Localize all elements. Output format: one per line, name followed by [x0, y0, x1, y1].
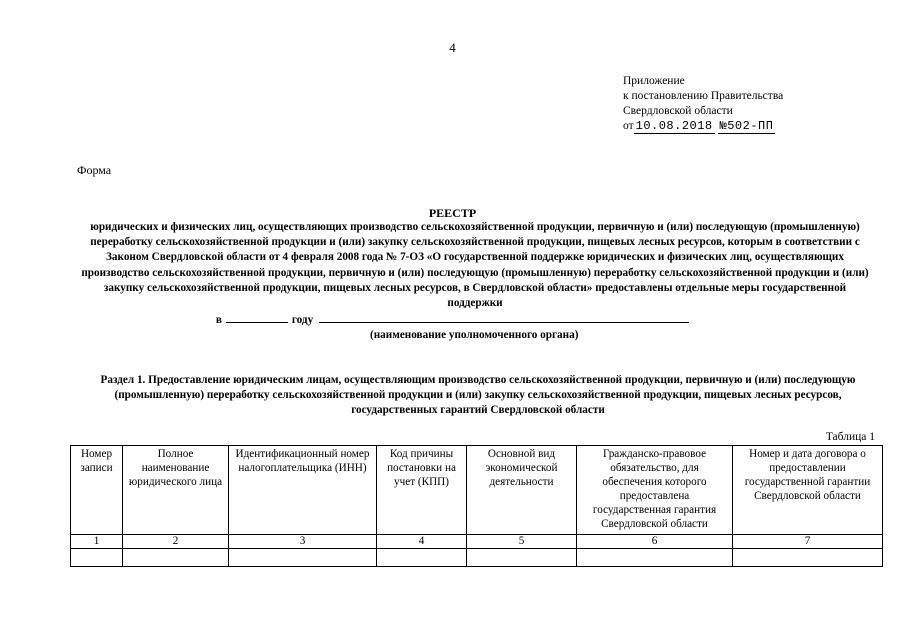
date-prefix: от: [623, 120, 634, 132]
table-header-row: [71, 446, 883, 535]
header-legal-entity-name: Полное наименование юридического лица: [123, 446, 229, 535]
empty-cell: [377, 549, 467, 567]
empty-cell: [733, 549, 883, 567]
empty-cell: [577, 549, 733, 567]
column-number: 5: [467, 535, 577, 549]
organ-blank: [319, 312, 689, 323]
resolution-date: 10.08.2018: [635, 119, 713, 133]
page-number: 4: [449, 40, 456, 55]
year-prefix: в: [215, 314, 222, 326]
registry-table: [70, 445, 883, 567]
appendix-date-line: [623, 119, 783, 134]
year-blank: [226, 312, 288, 323]
header-agreement-number-date: Номер и дата договора о предоставлении государственной гарантии Свердловской области: [733, 446, 883, 535]
form-label: Форма: [77, 163, 112, 177]
column-number-row: [71, 535, 883, 549]
empty-cell: [123, 549, 229, 567]
year-word: году: [291, 314, 314, 326]
column-number: 7: [733, 535, 883, 549]
appendix-block: [623, 74, 783, 134]
header-economic-activity: Основной вид экономической деятельности: [467, 446, 577, 535]
resolution-number: №502-ПП: [719, 119, 774, 133]
organ-caption: (наименование уполномоченного органа): [370, 329, 579, 341]
registry-title: РЕЕСТР: [428, 206, 477, 220]
header-civil-obligation: Гражданско-правовое обязательство, для обеспечения которого предоставлена государственная гарантия Свердловской области: [577, 446, 733, 535]
appendix-line-2: к постановлению Правительства: [623, 90, 784, 102]
column-number: 3: [229, 535, 377, 549]
registry-description: юридических и физических лиц, осуществляющих производство сельскохозяйственной продукции, первичную и (или) последующую (промышленную) переработку сельскохозяйственной продукции и (или) закупку сельскохозяйственной продукции, пищевых лесных ресурсов, которым в соответствии с Законом Свердловской области от 4 февраля 2008 года № 7-ОЗ «О государственной поддержке юридических и физических лиц, осуществляющих производство сельскохозяйственной продукции, первичную и (или) последующую (промышленную) переработку сельскохозяйственной продукции и (или) закупку сельскохозяйственной продукции, пищевых лесных ресурсов, в Свердловской области» предоставлены отдельные меры государственной поддержки: [81, 221, 869, 310]
header-kpp: Код причины постановки на учет (КПП): [377, 446, 467, 535]
empty-cell: [467, 549, 577, 567]
column-number: 4: [377, 535, 467, 549]
table-label: Таблица 1: [825, 431, 875, 443]
appendix-line-3: Свердловской области: [623, 105, 733, 117]
column-number: 6: [577, 535, 733, 549]
empty-cell: [229, 549, 377, 567]
year-line: [0, 312, 905, 326]
header-inn: Идентификационный номер налогоплательщика (ИНН): [229, 446, 377, 535]
header-record-number: Номер записи: [71, 446, 123, 535]
column-number: 1: [71, 535, 123, 549]
section-title: Раздел 1. Предоставление юридическим лицам, осуществляющим производство сельскохозяйственной продукции, первичную и (или) последующую (промышленную) переработку сельскохозяйственной продукции и (или) закупку сельскохозяйственной продукции, пищевых лесных ресурсов, государственных гарантий Свердловской области: [100, 374, 856, 416]
column-number: 2: [123, 535, 229, 549]
table-row: [71, 549, 883, 567]
empty-cell: [71, 549, 123, 567]
appendix-line-1: Приложение: [623, 75, 685, 87]
